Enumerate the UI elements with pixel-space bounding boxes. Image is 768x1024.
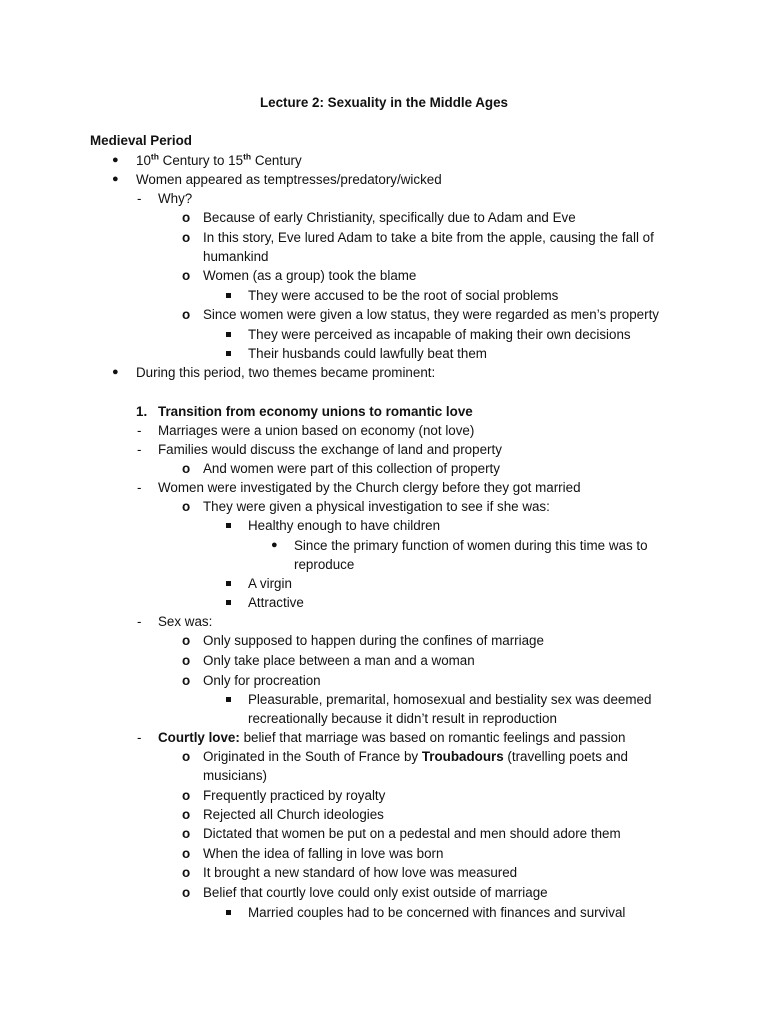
list-item: Women appeared as temptresses/predatory/wicked bbox=[136, 172, 442, 187]
circle-marker: o bbox=[182, 807, 191, 822]
square-marker bbox=[226, 574, 231, 593]
dash-marker: - bbox=[137, 614, 142, 629]
list-item: Only for procreation bbox=[203, 673, 321, 688]
subsection-heading: Transition from economy unions to romantic love bbox=[158, 404, 473, 419]
list-item: Women (as a group) took the blame bbox=[203, 268, 417, 283]
list-item: In this story, Eve lured Adam to take a bite from the apple, causing the fall of bbox=[203, 230, 654, 245]
list-item: They were perceived as incapable of making their own decisions bbox=[248, 327, 631, 342]
list-item: Only take place between a man and a woman bbox=[203, 653, 475, 668]
list-item: 10th Century to 15th Century bbox=[136, 151, 302, 168]
list-item: Rejected all Church ideologies bbox=[203, 807, 384, 822]
list-item: Only supposed to happen during the confines of marriage bbox=[203, 633, 544, 648]
list-item: They were given a physical investigation to see if she was: bbox=[203, 499, 550, 514]
list-item: A virgin bbox=[248, 576, 292, 591]
circle-marker: o bbox=[182, 846, 191, 861]
list-item: Attractive bbox=[248, 595, 304, 610]
list-item-continuation: reproduce bbox=[294, 557, 355, 572]
circle-marker: o bbox=[182, 210, 191, 225]
circle-marker: o bbox=[182, 230, 191, 245]
bullet-marker: ● bbox=[112, 173, 119, 185]
list-item: Originated in the South of France by Troubadours (travelling poets and bbox=[203, 749, 628, 764]
page-title: Lecture 2: Sexuality in the Middle Ages bbox=[259, 95, 509, 110]
circle-marker: o bbox=[182, 633, 191, 648]
term-courtly-love: Courtly love: bbox=[158, 730, 240, 745]
circle-marker: o bbox=[182, 499, 191, 514]
square-marker bbox=[226, 903, 231, 922]
square-marker bbox=[226, 344, 231, 363]
circle-marker: o bbox=[182, 461, 191, 476]
square-marker bbox=[226, 325, 231, 344]
circle-marker: o bbox=[182, 673, 191, 688]
circle-marker: o bbox=[182, 788, 191, 803]
list-item: Courtly love: belief that marriage was based on romantic feelings and passion bbox=[158, 730, 626, 745]
circle-marker: o bbox=[182, 749, 191, 764]
section-heading: Medieval Period bbox=[90, 133, 192, 148]
bullet-marker: ● bbox=[271, 539, 278, 551]
list-item: It brought a new standard of how love was measured bbox=[203, 865, 518, 880]
circle-marker: o bbox=[182, 885, 191, 900]
square-marker bbox=[226, 593, 231, 612]
circle-marker: o bbox=[182, 826, 191, 841]
number-marker: 1. bbox=[136, 404, 148, 419]
list-item: Marriages were a union based on economy (not love) bbox=[158, 423, 475, 438]
dash-marker: - bbox=[137, 730, 142, 745]
list-item: During this period, two themes became prominent: bbox=[136, 365, 436, 380]
list-item: They were accused to be the root of social problems bbox=[248, 288, 559, 303]
bullet-marker: ● bbox=[112, 154, 119, 166]
dash-marker: - bbox=[137, 442, 142, 457]
circle-marker: o bbox=[182, 307, 191, 322]
list-item: When the idea of falling in love was born bbox=[203, 846, 444, 861]
list-item: Their husbands could lawfully beat them bbox=[248, 346, 487, 361]
dash-marker: - bbox=[137, 480, 142, 495]
list-item: Dictated that women be put on a pedestal and men should adore them bbox=[203, 826, 621, 841]
bullet-marker: ● bbox=[112, 366, 119, 378]
list-item: And women were part of this collection of property bbox=[203, 461, 500, 476]
list-item: Families would discuss the exchange of land and property bbox=[158, 442, 502, 457]
list-item: Pleasurable, premarital, homosexual and bestiality sex was deemed bbox=[248, 692, 652, 707]
list-item: Why? bbox=[158, 191, 193, 206]
dash-marker: - bbox=[137, 191, 142, 206]
list-item: Since women were given a low status, they were regarded as men’s property bbox=[203, 307, 660, 322]
list-item: Belief that courtly love could only exist outside of marriage bbox=[203, 885, 548, 900]
list-item: Because of early Christianity, specifically due to Adam and Eve bbox=[203, 210, 576, 225]
square-marker bbox=[226, 690, 231, 709]
list-item: Sex was: bbox=[158, 614, 213, 629]
list-item-continuation: recreationally because it didn’t result in reproduction bbox=[248, 711, 557, 726]
square-marker bbox=[226, 516, 231, 535]
term-troubadours: Troubadours bbox=[421, 749, 504, 764]
circle-marker: o bbox=[182, 653, 191, 668]
list-item: Married couples had to be concerned with finances and survival bbox=[248, 905, 626, 920]
list-item-continuation: musicians) bbox=[203, 768, 267, 783]
list-item: Frequently practiced by royalty bbox=[203, 788, 386, 803]
dash-marker: - bbox=[137, 423, 142, 438]
list-item: Healthy enough to have children bbox=[248, 518, 441, 533]
list-item-continuation: humankind bbox=[203, 249, 269, 264]
circle-marker: o bbox=[182, 268, 191, 283]
circle-marker: o bbox=[182, 865, 191, 880]
square-marker bbox=[226, 286, 231, 305]
list-item: Since the primary function of women during this time was to bbox=[294, 538, 648, 553]
list-item: Women were investigated by the Church clergy before they got married bbox=[158, 480, 581, 495]
